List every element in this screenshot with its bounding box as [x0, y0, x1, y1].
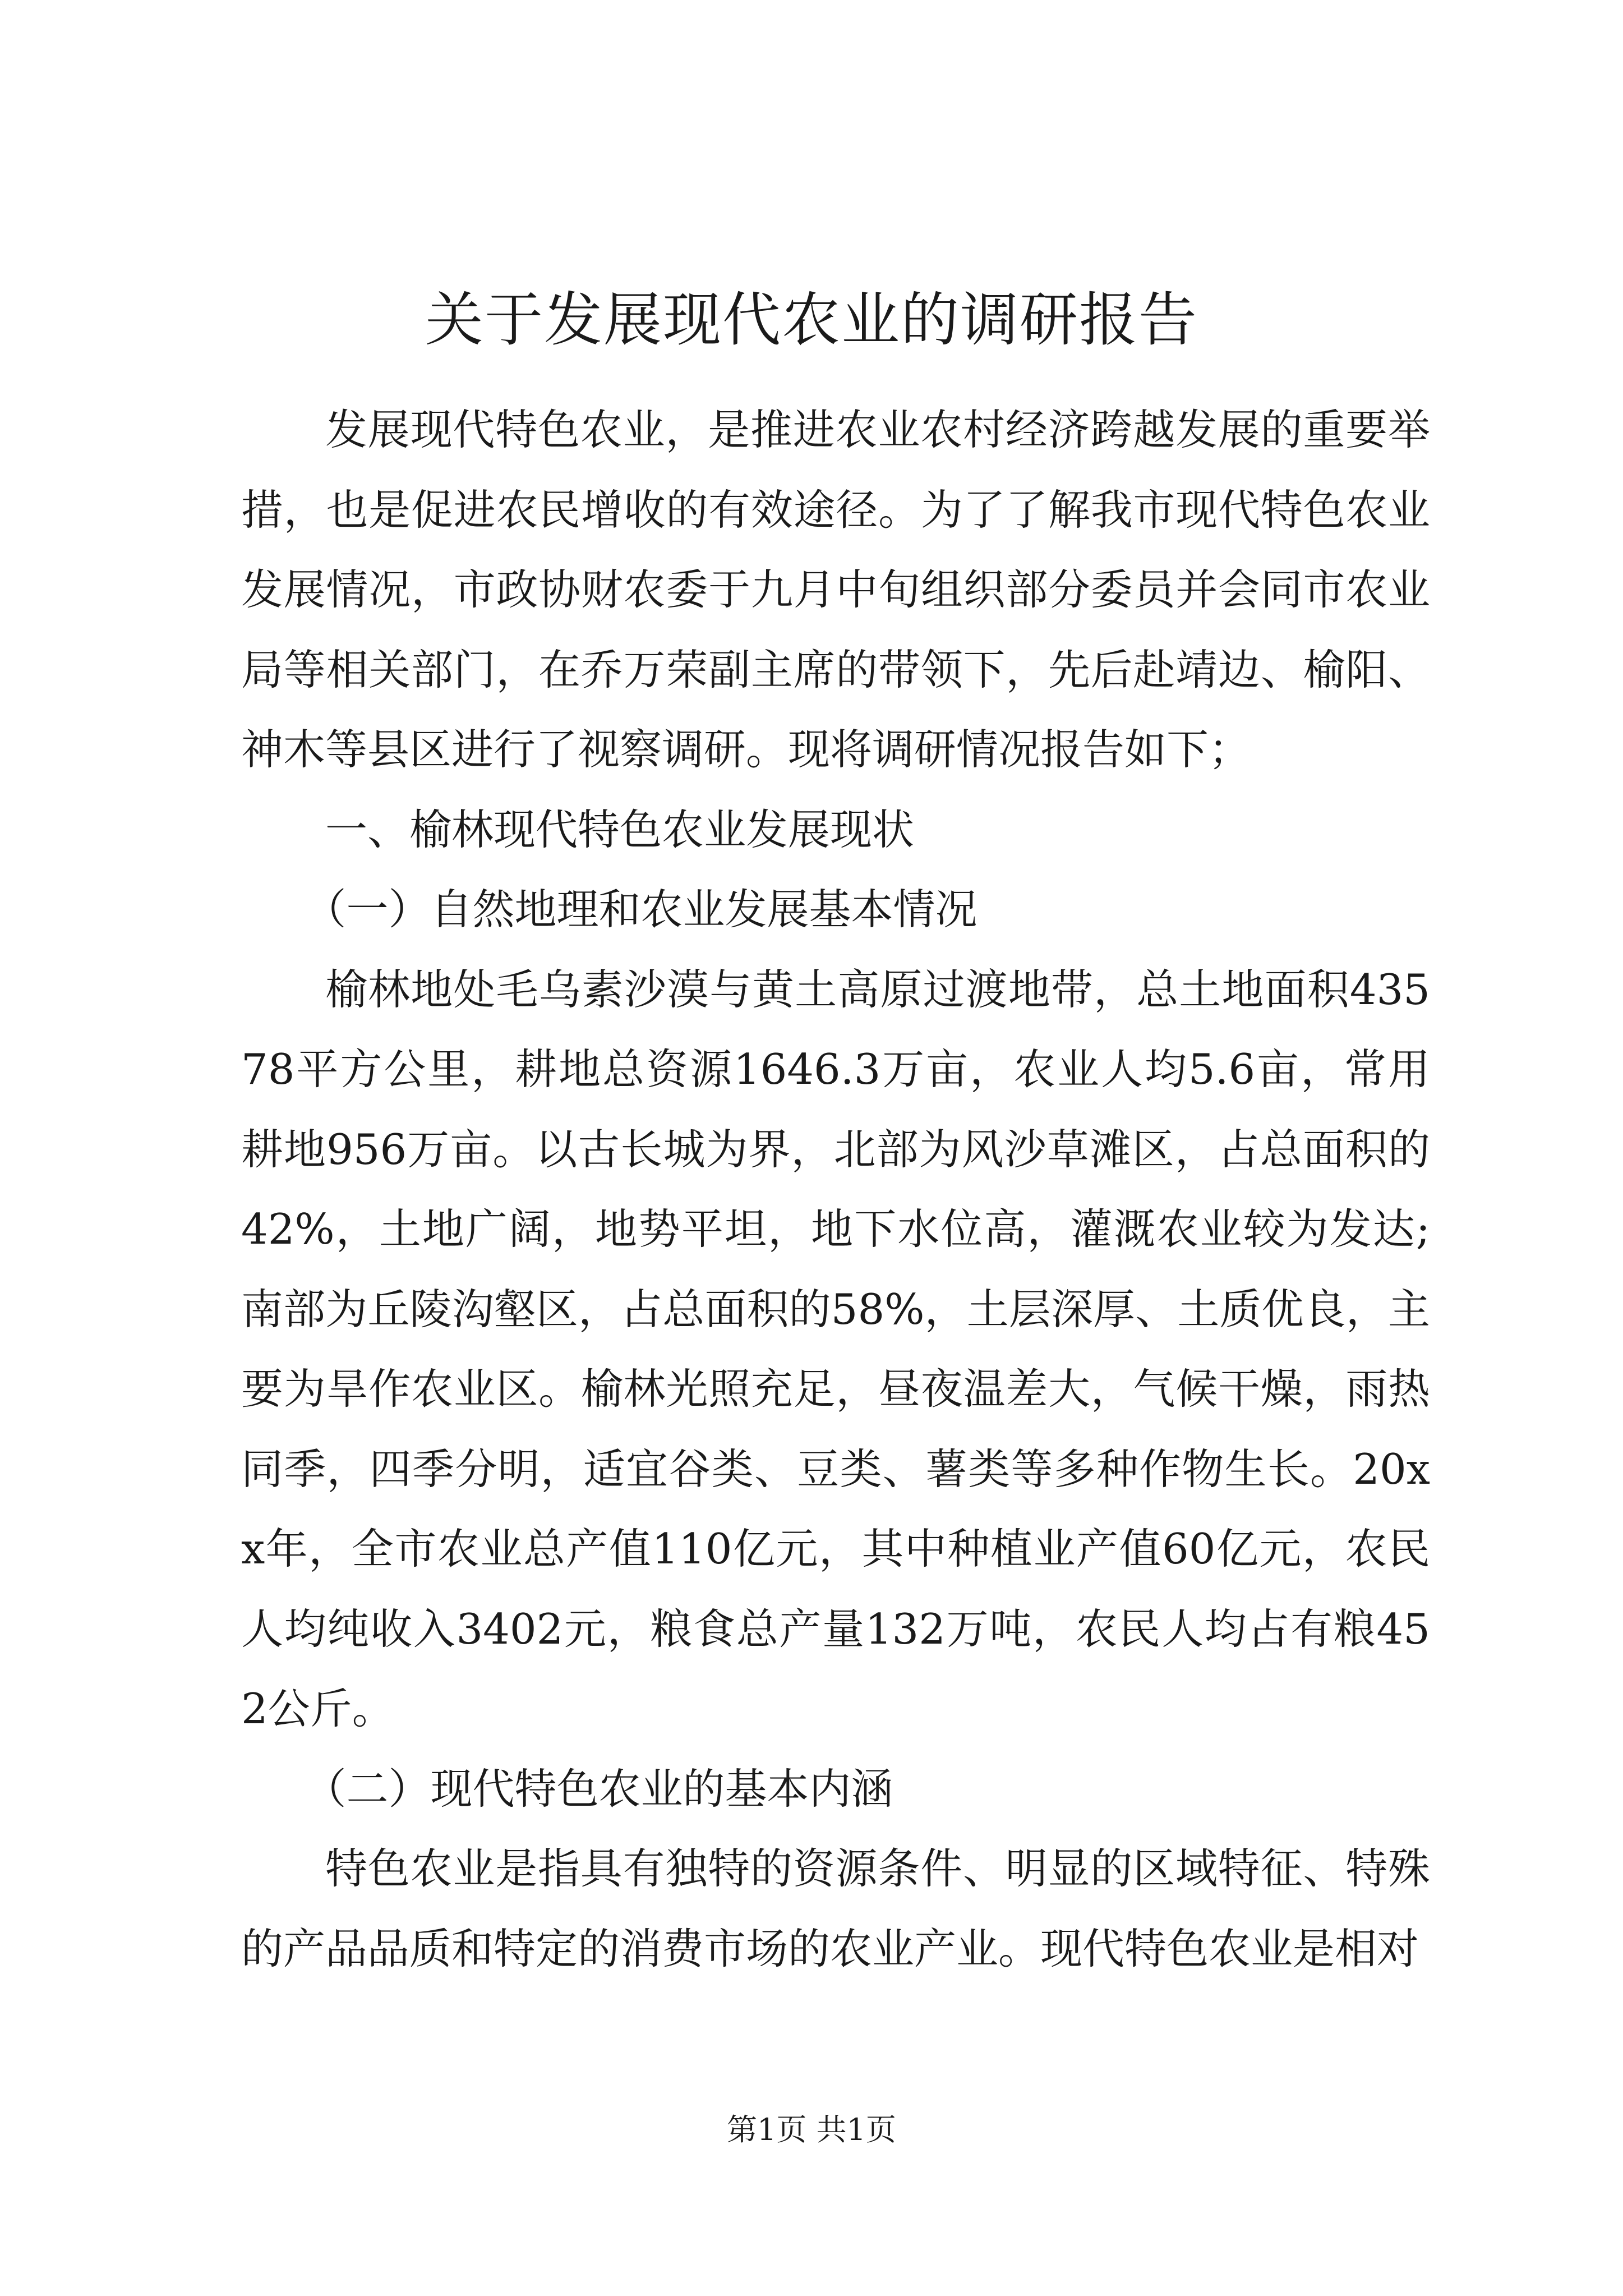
document-title: 关于发展现代农业的调研报告	[425, 286, 1198, 354]
natural-conditions-paragraph: 榆林地处毛乌素沙漠与黄土高原过渡地带，总土地面积43578平方公里，耕地总资源1646.3万亩，农业人均5.6亩，常用耕地956万亩。以古长城为界，北部为风沙草滩区，占总面积的42%，土地广阔，地势平坦，地下水位高，灌溉农业较为发达;南部为丘陵沟壑区，占总面积的58%，土层深厚、土质优良，主要为旱作农业区。榆林光照充足，昼夜温差大，气候干燥，雨热同季，四季分明，适宜谷类、豆类、薯类等多种作物生长。20xx年，全市农业总产值110亿元，其中种植业产值60亿元，农民人均纯收入3402元，粮食总产量132万吨，农民人均占有粮452公斤。	[241, 964, 1430, 1733]
section-heading-1: 一、榆林现代特色农业发展现状	[325, 804, 915, 854]
definition-paragraph: 特色农业是指具有独特的资源条件、明显的区域特征、特殊的产品品质和特定的消费市场的农业产业。现代特色农业是相对	[241, 1844, 1430, 1973]
document-body	[241, 390, 1430, 1989]
page-footer: 第1页 共1页	[727, 2112, 896, 2147]
subsection-heading-1: （一）自然地理和农业发展基本情况	[304, 885, 978, 934]
intro-paragraph: 发展现代特色农业，是推进农业农村经济跨越发展的重要举措，也是促进农民增收的有效途径。为了了解我市现代特色农业发展情况，市政协财农委于九月中旬组织部分委员并会同市农业局等相关部门，在乔万荣副主席的带领下，先后赴靖边、榆阳、神木等县区进行了视察调研。现将调研情况报告如下；	[241, 405, 1430, 774]
subsection-heading-2: （二）现代特色农业的基本内涵	[304, 1764, 893, 1814]
